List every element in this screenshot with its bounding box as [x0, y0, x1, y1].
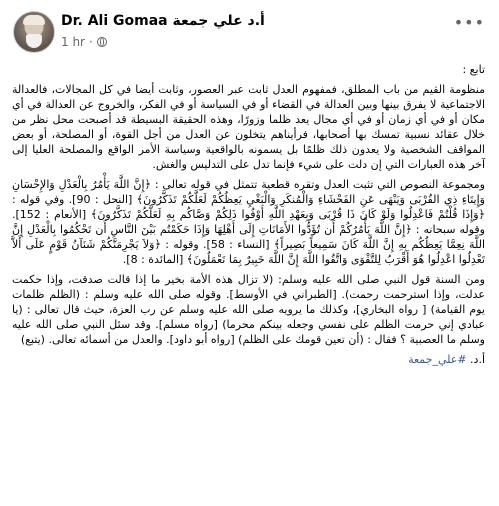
- post-signature-line: [12, 352, 485, 367]
- post-paragraph-values: منظومة القيم من باب المطلق، فمفهوم العدل ثابت عبر العصور، وثابت أيضا في كل المجالات، فالعدالة الاجتماعية لا يفرق بينها وبين العدالة في القضاء أو في السياسة أو في الفكر، والخروج عن العدالة في أي مكان أو في أي زمان أو في أي مجال يعد ظلما وزورًا، وهذه الحقيقة البسيطة قد أصبحت محل نظر من خلال عقائد نسبية تمسك بها أصحابها، فرأيناهم يتخلون عن العدل من أجل القوة، أو المصلحة، أو بعض المواقف الشخصية ولا يعدون ذلك ظلمًا بل يسمونه بالواقعية وسياسة الأمر الواقع والمصلحة العليا إلى آخر هذه العبارات التي إن دلت على شيء فإنما تدل على التدليس والغش.: [12, 83, 485, 171]
- post-body: [12, 62, 485, 367]
- post-paragraph-intro: تابع :: [462, 63, 485, 76]
- avatar-beard: [26, 34, 42, 48]
- author-name[interactable]: Dr. Ali Gomaa أ.د علي جمعة: [61, 13, 265, 29]
- post-meta: [61, 35, 107, 49]
- more-options-icon[interactable]: •••: [453, 13, 485, 32]
- post-paragraph-quran: ومجموعة النصوص التي تثبت العدل وتقره قطعية تتمثل في قوله تعالى : ﴿إِنَّ اللَّهَ يَأْمُرُ بِالْعَدْلِ وَالإِحْسَانِ وَإِيتَاءِ ذِي القُرْبَى وَيَنْهَى عَنِ الفَحْشَاءِ وَالْمُنكَرِ وَالْبَغْيِ يَعِظُكُمْ لَعَلَّكُمْ تَذَكَّرُونَ﴾ [النحل : 90]. وفي قوله : ﴿وَإِذَا قُلْتُمْ فَاعْدِلُوا وَلَوْ كَانَ ذَا قُرْبَى وَبِعَهْدِ اللَّهِ أَوْفُوا ذَلِكُمْ وَصَّاكُم بِهِ لَعَلَّكُمْ تَذَكَّرُونَ﴾ [الأنعام : 152]. وقوله سبحانه : ﴿إِنَّ اللَّهَ يَأْمُرُكُمْ أَن تُؤَدُّوا الأَمَانَاتِ إِلَى أَهْلِهَا وَإِذَا حَكَمْتُم بَيْنَ النَّاسِ أَن تَحْكُمُوا بِالْعَدْلِ إِنَّ اللَّهَ نِعِمَّا يَعِظُكُم بِهِ إِنَّ اللَّهَ كَانَ سَمِيعاً بَصِيراً﴾ [النساء : 58]. وقوله : ﴿وَلاَ يَجْرِمَنَّكُمْ شَنَآنُ قَوْمٍ عَلَى أَلاَّ تَعْدِلُوا اعْدِلُوا هُوَ أَقْرَبُ لِلتَّقْوَى وَاتَّقُوا اللَّهَ إِنَّ اللَّهَ خَبِيرٌ بِمَا تَعْمَلُونَ﴾ [المائدة : 8].: [12, 178, 486, 266]
- post-header: [0, 0, 499, 56]
- post-paragraph-sunnah: ومن السنة قول النبي صلى الله عليه وسلم: (لا تزال هذه الأمة بخير ما إذا قالت صدقت، وإذا حكمت عدلت، وإذا استرحمت رحمت). [الطبراني في الأوسط]. وقوله صلى الله عليه وسلم : (الظلم ظلمات يوم القيامة) [ رواه البخاري]، وكذلك ما يرويه صلى الله عليه وسلم عن رب العزة، حيث قال تعالى : (يا عبادي إني حرمت الظلم على نفسي وجعله بينكم محرما) [رواه مسلم]. وقد سئل النبي صلى الله عليه وسلم ما العصبية ؟ فقال : (أن تعين قومك على الظلم) [رواه أبو داود]. والعدل من أسمائه تعالى. (يتبع): [12, 273, 485, 346]
- globe-icon[interactable]: [97, 37, 107, 47]
- hashtag-link[interactable]: #علي_جمعة: [408, 353, 467, 366]
- signature: أ.د.: [470, 353, 485, 366]
- avatar-turban: [23, 15, 45, 25]
- avatar[interactable]: [13, 11, 55, 53]
- meta-separator: ·: [89, 35, 93, 49]
- post-time[interactable]: 1 hr: [61, 35, 85, 49]
